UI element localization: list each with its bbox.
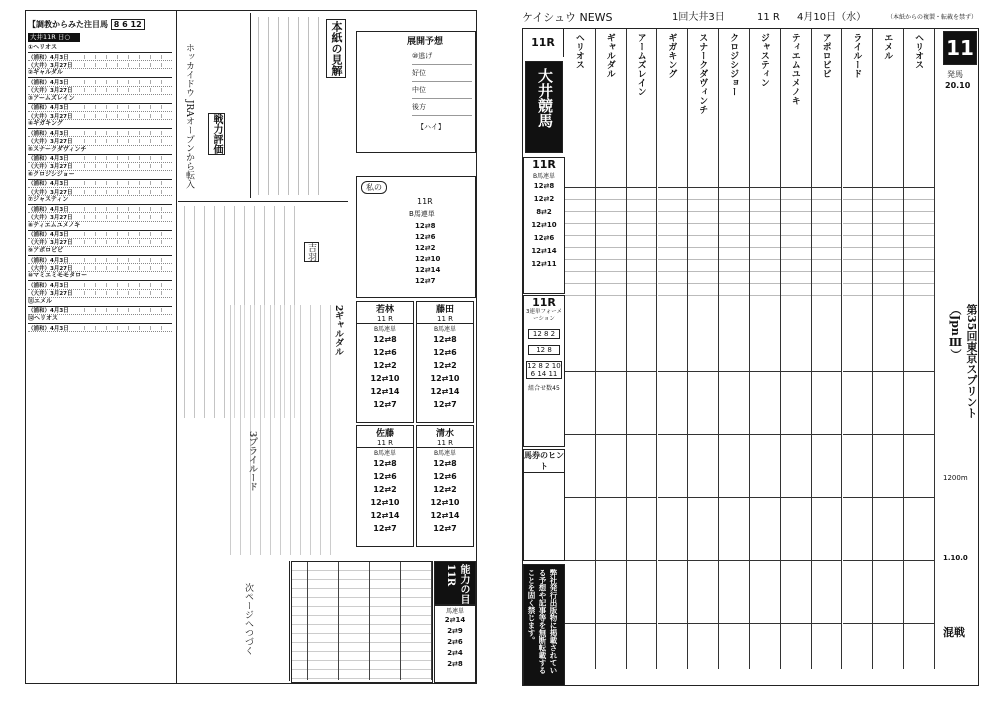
date-label: 4月10日（水） xyxy=(797,12,867,23)
horse-marks xyxy=(904,187,934,298)
training-row-values xyxy=(74,181,172,185)
predictor-pick: 12⇄2 xyxy=(373,485,397,494)
post-time: 20.10 xyxy=(945,81,971,90)
ability-column xyxy=(354,562,370,680)
training-list-head: 大井11R 日○ xyxy=(28,33,80,42)
training-row-values xyxy=(74,63,172,67)
training-row-values xyxy=(74,156,172,160)
training-row-values xyxy=(74,80,172,84)
predictor-race: 11 R xyxy=(417,439,473,448)
predictor-name: 藤田 xyxy=(435,305,454,315)
predictor-name: 佐藤 xyxy=(375,429,394,439)
ability-eye-picks xyxy=(434,605,476,683)
list-tag: 8 6 12 xyxy=(111,19,145,30)
ability-eye-pick: 2⇄6 xyxy=(447,638,463,646)
training-list xyxy=(26,11,177,683)
training-row-label: （浦和）4月3日 xyxy=(28,130,69,137)
forecast-line: 後方 xyxy=(412,99,472,116)
training-row xyxy=(28,290,172,298)
horse-past-races xyxy=(565,309,595,669)
list-title: 【調教からみた注目馬 xyxy=(28,20,108,29)
columnist-name: 吉羽 xyxy=(304,242,319,262)
paper-name: ケイシュウ NEWS xyxy=(522,11,613,24)
predictor-race: 11 R xyxy=(357,315,413,324)
training-row-values xyxy=(74,114,172,118)
my-answer-race: 11R xyxy=(417,197,433,206)
predictor-pick: 12⇄10 xyxy=(430,498,460,507)
horse-column xyxy=(688,29,719,669)
predictor-box xyxy=(356,425,414,547)
horse-column xyxy=(812,29,843,669)
pick-item: 8⇄2 xyxy=(536,208,552,216)
hint-title: 馬券のヒント xyxy=(524,451,564,471)
predictor-pick: 12⇄10 xyxy=(370,374,400,383)
forecast-lines xyxy=(412,48,472,116)
predictor-pick: 12⇄10 xyxy=(430,374,460,383)
horse-column xyxy=(627,29,658,669)
horse-name: ティエムユメノキ xyxy=(789,33,800,105)
predictor-pick: 12⇄8 xyxy=(373,459,397,468)
predictor-box xyxy=(356,301,414,423)
predictor-pick: 12⇄14 xyxy=(430,387,460,396)
predictor-race: 11 R xyxy=(357,439,413,448)
forecast-panel xyxy=(356,31,476,153)
horse-column xyxy=(596,29,627,669)
forecast-hai: 【ハイ】 xyxy=(417,123,445,131)
horse-name: ヘリオス xyxy=(913,33,924,69)
training-row-label: （浦和）4月3日 xyxy=(28,79,69,86)
training-row-label: （浦和）4月3日 xyxy=(28,308,69,315)
ability-cells xyxy=(292,562,432,682)
horse-past-races xyxy=(873,309,903,669)
horse-name: エメル xyxy=(882,33,893,60)
predictor-pick: 12⇄2 xyxy=(373,361,397,370)
formation-panel xyxy=(523,295,565,447)
training-row-values xyxy=(74,291,172,295)
predictor-pick: 12⇄6 xyxy=(373,472,397,481)
training-row-values xyxy=(74,326,172,330)
training-row-values xyxy=(74,105,172,109)
warning-text: 弊社発行出版物に掲載されている予想や記事等を無断転載することを固く禁じます。 xyxy=(527,569,558,674)
training-section: ①ヘリオス xyxy=(28,44,172,53)
ability-eye-pick: 2⇄14 xyxy=(444,616,466,624)
predictor-pick: 12⇄6 xyxy=(433,348,457,357)
training-row-label: （大井）3月27日 xyxy=(28,88,73,95)
horse-column xyxy=(873,29,904,669)
pick-item: 12⇄11 xyxy=(531,260,557,268)
training-row xyxy=(28,87,172,95)
forecast-line: 好位 xyxy=(412,65,472,82)
pick-panel-bet: B馬連単 xyxy=(532,173,556,180)
predictor-pick: 12⇄14 xyxy=(370,511,400,520)
horse-marks xyxy=(719,187,749,298)
horse-commentary-text xyxy=(226,305,334,555)
training-row-label: （大井）3月27日 xyxy=(28,215,73,222)
my-answer-pick: 12⇄10 xyxy=(415,255,441,263)
horse-columns xyxy=(565,29,935,669)
my-answer-picks xyxy=(415,221,440,287)
race-badge-number: 11 xyxy=(946,36,974,60)
horse-commentary xyxy=(226,301,351,561)
right-page xyxy=(522,28,979,686)
training-row xyxy=(28,137,172,145)
training-row-values xyxy=(74,215,172,219)
horse-marks xyxy=(873,187,903,298)
my-answer-pick: 12⇄8 xyxy=(415,222,436,230)
pick-item: 12⇄2 xyxy=(533,195,555,203)
training-section: ⑥クロジシジョー xyxy=(28,171,172,180)
training-section: ⑧ティエムユメノキ xyxy=(28,222,172,231)
evaluation-panel xyxy=(178,13,251,198)
race-label: 11 R xyxy=(757,12,780,23)
training-row-values xyxy=(74,164,172,168)
training-row-label: （浦和）4月3日 xyxy=(28,181,69,188)
horse-name: ライルード xyxy=(851,33,862,78)
training-section: ⑫ヘリオス xyxy=(28,315,172,324)
horse-past-races xyxy=(719,309,749,669)
predictor-pick: 12⇄7 xyxy=(433,400,457,409)
ability-column xyxy=(292,562,308,680)
training-row-label: （浦和）4月3日 xyxy=(28,257,69,264)
training-row-label: （大井）3月27日 xyxy=(28,240,73,247)
pick-item: 12⇄10 xyxy=(531,221,557,229)
training-row-label: （大井）3月27日 xyxy=(28,291,73,298)
training-row-label: （浦和）4月3日 xyxy=(28,54,69,61)
my-answer-label: 私の xyxy=(361,181,387,194)
forecast-line: 中位 xyxy=(412,82,472,99)
training-row xyxy=(28,324,172,332)
horse-name: クロジシジョー xyxy=(728,33,739,96)
race-title: 第35回東京スプリント（JpnⅢ） xyxy=(949,304,978,419)
ability-column xyxy=(339,562,355,680)
race-distance: 1200m xyxy=(943,474,968,482)
training-row-values xyxy=(74,240,172,244)
ability-eye-pick: 2⇄4 xyxy=(447,649,463,657)
predictor-box xyxy=(416,425,474,547)
predictor-bet: B馬連単 xyxy=(373,450,397,457)
training-section: ⑨アポロビビ xyxy=(28,247,172,256)
training-row-values xyxy=(74,308,172,312)
predictor-pick: 12⇄10 xyxy=(370,498,400,507)
predictor-pick: 12⇄7 xyxy=(373,400,397,409)
predictor-box xyxy=(416,301,474,423)
my-answer-pick: 12⇄2 xyxy=(415,244,436,252)
horse-name: ジャスティン xyxy=(758,33,769,87)
training-row-label: （浦和）4月3日 xyxy=(28,206,69,213)
horse-past-races xyxy=(750,309,780,669)
horse-marks xyxy=(565,187,595,298)
venue-name: 大井競馬 xyxy=(536,68,554,128)
horse-past-races xyxy=(658,309,688,669)
predictor-race: 11 R xyxy=(417,315,473,324)
horse-past-races xyxy=(596,309,626,669)
training-row-values xyxy=(74,207,172,211)
my-answer-pick: 12⇄7 xyxy=(415,277,436,285)
predictor-bet: B馬連単 xyxy=(433,326,457,333)
horse-past-races xyxy=(688,309,718,669)
predictors-grid xyxy=(356,301,474,551)
horse-column xyxy=(843,29,874,669)
predictor-pick: 12⇄2 xyxy=(433,361,457,370)
ability-column xyxy=(370,562,386,680)
horse-commentary-jb: 3プライルード xyxy=(247,431,257,492)
pick-item: 12⇄8 xyxy=(533,182,555,190)
training-row-label: （大井）3月27日 xyxy=(28,62,73,69)
horse-name: アームズレイン xyxy=(635,33,646,96)
forecast-line: ⑩逃げ xyxy=(412,48,472,65)
race-number: 11R xyxy=(531,36,555,49)
pick-item: 12⇄14 xyxy=(531,247,557,255)
venue-badge xyxy=(525,61,563,153)
horse-past-races xyxy=(627,309,657,669)
ability-eye-title: 能力の目 11R xyxy=(445,564,469,604)
horse-column xyxy=(658,29,689,669)
training-rows xyxy=(28,44,172,679)
horse-name: ヘリオス xyxy=(573,33,584,69)
horse-column xyxy=(781,29,812,669)
copyright-notice: （本紙からの複製・転載を禁ず） xyxy=(886,14,977,21)
formation-a: 12 8 2 xyxy=(528,329,560,339)
training-section: ③アームズレイン xyxy=(28,95,172,104)
training-section: ⑦ジャスティン xyxy=(28,196,172,205)
training-row-label: （大井）3月27日 xyxy=(28,138,73,145)
training-row xyxy=(28,163,172,171)
page-header xyxy=(522,12,977,24)
predictor-pick: 12⇄7 xyxy=(373,524,397,533)
horse-marks xyxy=(781,187,811,298)
horse-column xyxy=(904,29,935,669)
horse-name: スナークダヴィンチ xyxy=(697,33,708,114)
next-page-box xyxy=(214,561,290,681)
predictor-pick: 12⇄6 xyxy=(433,472,457,481)
formation-sub: 3連単フォーメーション xyxy=(526,309,562,322)
predictor-pick: 12⇄8 xyxy=(433,459,457,468)
training-row-label: （浦和）4月3日 xyxy=(28,325,69,332)
forecast-title: 展開予想 xyxy=(407,37,444,47)
horse-marks xyxy=(596,187,626,298)
training-row-values xyxy=(74,139,172,143)
ability-eye-pick-list xyxy=(435,615,475,670)
left-page xyxy=(25,10,477,684)
ability-column xyxy=(385,562,401,680)
ability-eye-sub: 馬連単 xyxy=(445,608,464,615)
training-list-title xyxy=(28,19,145,30)
training-row-values xyxy=(74,232,172,236)
ability-eye-pick: 2⇄8 xyxy=(447,660,463,668)
post-label: 発馬 xyxy=(947,70,963,79)
training-row xyxy=(28,112,172,120)
formation-title: 11R xyxy=(532,296,556,309)
training-row xyxy=(28,239,172,247)
pick-item: 12⇄6 xyxy=(533,234,555,242)
training-row-label: （浦和）4月3日 xyxy=(28,232,69,239)
horse-name: ギガキング xyxy=(666,33,677,78)
training-row-values xyxy=(74,88,172,92)
training-row-label: （浦和）4月3日 xyxy=(28,105,69,112)
warning-panel xyxy=(523,564,565,686)
training-row-values xyxy=(74,266,172,270)
race-number-badge xyxy=(943,31,977,65)
horse-name: アポロビビ xyxy=(820,33,831,78)
eval-text: ホッカイドウ JRAオープンから転入 xyxy=(184,43,194,189)
ability-column xyxy=(416,562,432,680)
ability-eye-pick: 2⇄9 xyxy=(447,627,463,635)
pick-panel-list xyxy=(524,180,564,271)
ability-table xyxy=(291,561,433,683)
training-row-label: （大井）3月27日 xyxy=(28,189,73,196)
pick-panel-title: 11R xyxy=(532,158,556,171)
formation-c: 12 8 2 10 6 14 11 xyxy=(527,362,561,378)
my-answer-pick: 12⇄6 xyxy=(415,233,436,241)
horse-marks xyxy=(750,187,780,298)
training-row-label: （浦和）4月3日 xyxy=(28,156,69,163)
predictor-bet: B馬連単 xyxy=(433,450,457,457)
training-row xyxy=(28,307,172,315)
predictor-pick: 12⇄6 xyxy=(373,348,397,357)
horse-past-races xyxy=(904,309,934,669)
horse-marks xyxy=(627,187,657,298)
horse-marks xyxy=(812,187,842,298)
ability-column xyxy=(308,562,324,680)
predictor-pick: 12⇄8 xyxy=(373,335,397,344)
ability-column xyxy=(323,562,339,680)
training-row-values xyxy=(74,190,172,194)
horse-past-races xyxy=(843,309,873,669)
commentary-text xyxy=(254,17,324,195)
predictor-name: 若林 xyxy=(375,305,394,315)
horse-past-races xyxy=(781,309,811,669)
meeting-label: 1回大井3日 xyxy=(672,12,725,23)
predictor-name: 清水 xyxy=(435,429,454,439)
predictor-pick: 12⇄7 xyxy=(433,524,457,533)
training-section: ④ギガキング xyxy=(28,120,172,129)
hint-panel xyxy=(523,449,565,561)
predictor-pick: 12⇄14 xyxy=(370,387,400,396)
predictor-pick: 12⇄2 xyxy=(433,485,457,494)
eval-title: 戦力評価 xyxy=(208,113,225,155)
race-badge xyxy=(523,29,564,57)
horse-past-races xyxy=(812,309,842,669)
horse-column xyxy=(750,29,781,669)
horse-column xyxy=(719,29,750,669)
ability-column xyxy=(401,562,417,680)
training-row xyxy=(28,213,172,221)
horse-marks xyxy=(688,187,718,298)
training-section: ⑩マミエミモモタロー xyxy=(28,272,172,281)
training-section: ⑪エメル xyxy=(28,298,172,307)
formation-total: 組合せ数45 xyxy=(528,385,560,392)
predictor-bet: B馬連単 xyxy=(373,326,397,333)
pick-panel xyxy=(523,157,565,294)
predictor-pick: 12⇄14 xyxy=(430,511,460,520)
training-section: ②ギャルダル xyxy=(28,69,172,78)
commentary-title: 本紙の見解 xyxy=(326,19,346,78)
horse-marks xyxy=(843,187,873,298)
ability-eye-badge xyxy=(434,561,476,605)
my-answer-panel xyxy=(356,176,476,298)
training-row-label: （大井）3月27日 xyxy=(28,113,73,120)
training-row-values xyxy=(74,283,172,287)
training-row-values xyxy=(74,131,172,135)
horse-column xyxy=(565,29,596,669)
training-row-label: （大井）3月27日 xyxy=(28,164,73,171)
horse-commentary-gal: 2ギャルダル xyxy=(333,305,343,357)
commentary-panel xyxy=(252,13,350,198)
predictor-pick: 12⇄8 xyxy=(433,335,457,344)
my-answer-pick: 12⇄14 xyxy=(415,266,441,274)
horse-marks xyxy=(658,187,688,298)
training-row-label: （大井）3月27日 xyxy=(28,265,73,272)
race-assessment: 混戦 xyxy=(943,626,965,639)
next-page-label: 次ページへつづく xyxy=(243,583,253,655)
formation-b: 12 8 xyxy=(528,345,560,355)
horse-name: ギャルダル xyxy=(604,33,615,78)
training-row-values xyxy=(74,258,172,262)
training-section: ⑤スナークダヴィンチ xyxy=(28,146,172,155)
record-time: 1.10.0 xyxy=(943,554,968,562)
training-row-values xyxy=(74,55,172,59)
my-answer-bet: B馬連単 xyxy=(409,210,435,218)
training-row-label: （浦和）4月3日 xyxy=(28,282,69,289)
